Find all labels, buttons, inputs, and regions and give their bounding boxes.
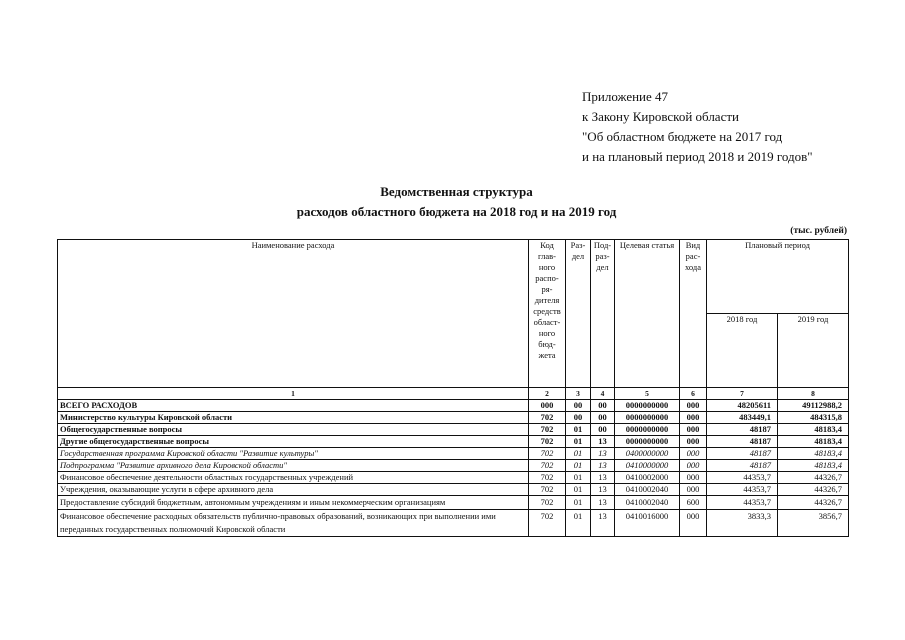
- row-podrazdel: 13: [591, 496, 615, 510]
- header-2019: 2019 год: [778, 314, 849, 388]
- row-vid: 000: [680, 400, 707, 412]
- row-2018: 483449,1: [707, 412, 778, 424]
- row-code: 702: [529, 496, 566, 510]
- table-body: [58, 400, 849, 537]
- title-line: Ведомственная структура: [380, 184, 533, 199]
- row-2018: 48187: [707, 460, 778, 472]
- table-row: [58, 424, 849, 436]
- row-name: Предоставление субсидий бюджетным, автономным учреждениям и иным некоммерческим организациям: [58, 496, 529, 510]
- row-2018: 48187: [707, 436, 778, 448]
- row-vid: 000: [680, 510, 707, 537]
- row-podrazdel: 00: [591, 412, 615, 424]
- row-name: Финансовое обеспечение деятельности областных государственных учреждений: [58, 472, 529, 484]
- row-razdel: 01: [566, 496, 591, 510]
- row-code: 702: [529, 412, 566, 424]
- row-vid: 000: [680, 424, 707, 436]
- row-name: Государственная программа Кировской области "Развитие культуры": [58, 448, 529, 460]
- row-vid: 000: [680, 460, 707, 472]
- row-code: 702: [529, 436, 566, 448]
- table-row: [58, 472, 849, 484]
- row-target: 0410002040: [615, 496, 680, 510]
- row-razdel: 01: [566, 424, 591, 436]
- column-number: 8: [778, 388, 849, 400]
- budget-table: [57, 239, 849, 537]
- row-razdel: 01: [566, 436, 591, 448]
- header-target: Целевая статья: [615, 240, 680, 388]
- column-number: 6: [680, 388, 707, 400]
- table-row: [58, 460, 849, 472]
- row-target: 0000000000: [615, 412, 680, 424]
- row-2019: 484315,8: [778, 412, 849, 424]
- units-label: (тыс. рублей): [790, 226, 847, 236]
- table-row: [58, 412, 849, 424]
- row-code: 702: [529, 484, 566, 496]
- row-name: ВСЕГО РАСХОДОВ: [58, 400, 529, 412]
- row-podrazdel: 00: [591, 400, 615, 412]
- header-vid: Вид рас-хода: [680, 240, 707, 388]
- row-razdel: 00: [566, 400, 591, 412]
- row-2019: 48183,4: [778, 448, 849, 460]
- row-target: 0000000000: [615, 436, 680, 448]
- row-razdel: 01: [566, 460, 591, 472]
- row-razdel: 01: [566, 448, 591, 460]
- row-podrazdel: 13: [591, 484, 615, 496]
- row-2019: 49112988,2: [778, 400, 849, 412]
- row-2019: 48183,4: [778, 436, 849, 448]
- row-podrazdel: 13: [591, 448, 615, 460]
- row-podrazdel: 00: [591, 424, 615, 436]
- appendix-line: Приложение 47: [582, 89, 669, 104]
- row-vid: 000: [680, 412, 707, 424]
- column-number: 7: [707, 388, 778, 400]
- appendix-line: к Закону Кировской области: [582, 109, 739, 124]
- row-vid: 000: [680, 436, 707, 448]
- row-2019: 48183,4: [778, 460, 849, 472]
- header-name: Наименование расхода: [58, 240, 529, 388]
- row-name: Финансовое обеспечение расходных обязательств публично-правовых образований, возникающих при выполнении ими переданных государственных полномочий Кировской области: [58, 510, 529, 537]
- row-code: 702: [529, 510, 566, 537]
- row-podrazdel: 13: [591, 472, 615, 484]
- row-code: 702: [529, 448, 566, 460]
- table-row: [58, 484, 849, 496]
- row-code: 702: [529, 472, 566, 484]
- row-name: Общегосударственные вопросы: [58, 424, 529, 436]
- row-2018: 44353,7: [707, 472, 778, 484]
- column-number-row: [58, 388, 849, 400]
- column-number: 5: [615, 388, 680, 400]
- title-line: расходов областного бюджета на 2018 год и на 2019 год: [296, 204, 617, 219]
- header-code: Код глав-ного распо-ря-дителя средств област-ного бюд-жета: [529, 240, 566, 388]
- table-row: [58, 510, 849, 537]
- row-vid: 000: [680, 472, 707, 484]
- row-code: 702: [529, 460, 566, 472]
- row-name: Министерство культуры Кировской области: [58, 412, 529, 424]
- row-2018: 48187: [707, 424, 778, 436]
- column-number: 4: [591, 388, 615, 400]
- row-2018: 48205611: [707, 400, 778, 412]
- row-2019: 44326,7: [778, 472, 849, 484]
- row-podrazdel: 13: [591, 460, 615, 472]
- row-name: Другие общегосударственные вопросы: [58, 436, 529, 448]
- row-2018: 48187: [707, 448, 778, 460]
- row-target: 0410016000: [615, 510, 680, 537]
- column-number: 1: [58, 388, 529, 400]
- row-2018: 44353,7: [707, 484, 778, 496]
- row-vid: 600: [680, 496, 707, 510]
- row-target: 0400000000: [615, 448, 680, 460]
- table-row: [58, 448, 849, 460]
- table-row: [58, 400, 849, 412]
- row-vid: 000: [680, 484, 707, 496]
- column-number: 3: [566, 388, 591, 400]
- row-target: 0000000000: [615, 424, 680, 436]
- header-row: [58, 240, 849, 314]
- header-podrazdel: Под-раз-дел: [591, 240, 615, 388]
- row-vid: 000: [680, 448, 707, 460]
- table-row: [58, 436, 849, 448]
- row-2019: 44326,7: [778, 484, 849, 496]
- row-2019: 44326,7: [778, 496, 849, 510]
- document-title: [0, 182, 905, 222]
- appendix-block: [582, 87, 813, 167]
- row-razdel: 01: [566, 484, 591, 496]
- appendix-line: и на плановый период 2018 и 2019 годов": [582, 149, 813, 164]
- row-name: Учреждения, оказывающие услуги в сфере архивного дела: [58, 484, 529, 496]
- row-code: 000: [529, 400, 566, 412]
- row-podrazdel: 13: [591, 436, 615, 448]
- row-2019: 48183,4: [778, 424, 849, 436]
- row-target: 0410002000: [615, 472, 680, 484]
- column-number: 2: [529, 388, 566, 400]
- row-podrazdel: 13: [591, 510, 615, 537]
- row-code: 702: [529, 424, 566, 436]
- row-razdel: 01: [566, 472, 591, 484]
- row-target: 0000000000: [615, 400, 680, 412]
- row-2019: 3856,7: [778, 510, 849, 537]
- appendix-line: "Об областном бюджете на 2017 год: [582, 129, 783, 144]
- row-2018: 3833,3: [707, 510, 778, 537]
- row-name: Подпрограмма "Развитие архивного дела Кировской области": [58, 460, 529, 472]
- row-target: 0410002040: [615, 484, 680, 496]
- table-row: [58, 496, 849, 510]
- row-razdel: 01: [566, 510, 591, 537]
- header-2018: 2018 год: [707, 314, 778, 388]
- row-razdel: 00: [566, 412, 591, 424]
- row-2018: 44353,7: [707, 496, 778, 510]
- row-target: 0410000000: [615, 460, 680, 472]
- header-razdel: Раз-дел: [566, 240, 591, 388]
- header-plan: Плановый период: [707, 240, 849, 314]
